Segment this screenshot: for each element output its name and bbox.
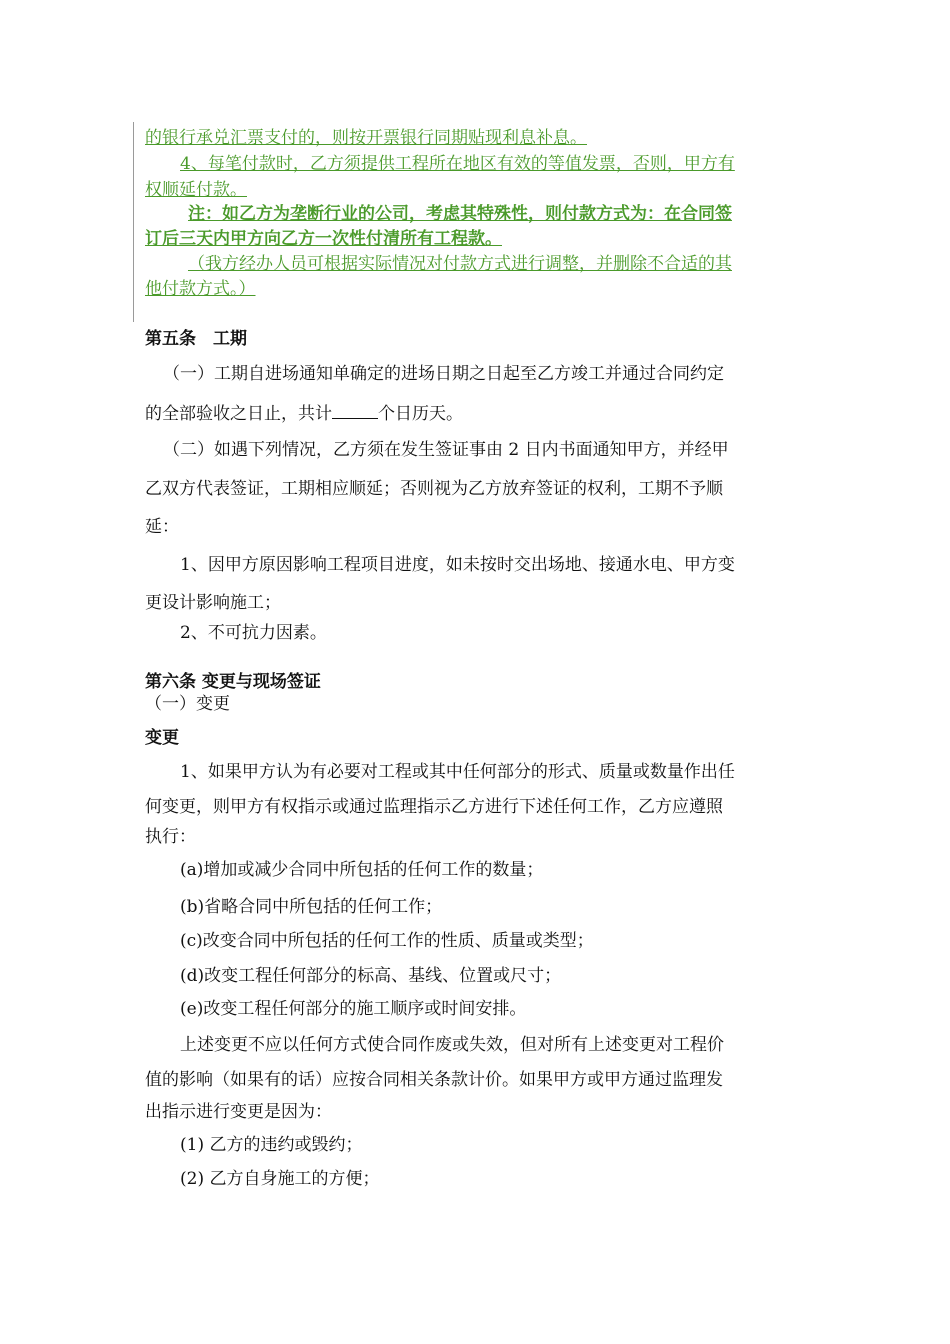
subsection: （一）变更 xyxy=(145,694,230,714)
list-item: 2、不可抗力因素。 xyxy=(180,623,327,643)
revision-line: 权顺延付款。 xyxy=(145,180,247,200)
adjust-note: （我方经办人员可根据实际情况对付款方式进行调整，并删除不合适的其 xyxy=(188,254,732,274)
article6-title: 第六条 变更与现场签证 xyxy=(145,672,321,692)
revision-line: 的银行承兑汇票支付的，则按开票银行同期贴现利息补息。 xyxy=(145,128,587,148)
list-item: 1、因甲方原因影响工程项目进度，如未按时交出场地、接通水电、甲方变 xyxy=(180,555,735,575)
payment-note: 注：如乙方为垄断行业的公司，考虑其特殊性，则付款方式为：在合同签 xyxy=(188,204,732,224)
list-item: (2) 乙方自身施工的方便； xyxy=(180,1169,380,1189)
paragraph xyxy=(145,400,810,426)
list-item: (d)改变工程任何部分的标高、基线、位置或尺寸； xyxy=(180,966,562,986)
adjust-note: 他付款方式。） xyxy=(145,279,256,299)
article5-title: 第五条 工期 xyxy=(145,329,247,349)
paragraph: 上述变更不应以任何方式使合同作废或失效，但对所有上述变更对工程价 xyxy=(180,1035,724,1055)
paragraph: 1、如果甲方认为有必要对工程或其中任何部分的形式、质量或数量作出任 xyxy=(180,762,735,782)
text-run: 个日历天。 xyxy=(378,404,463,424)
revision-line: 4、每笔付款时，乙方须提供工程所在地区有效的等值发票，否则，甲方有 xyxy=(180,154,735,174)
subheading: 变更 xyxy=(145,728,179,748)
revision-bar xyxy=(133,122,134,322)
list-item: (e)改变工程任何部分的施工顺序或时间安排。 xyxy=(180,999,527,1019)
payment-note: 订后三天内甲方向乙方一次性付清所有工程款。 xyxy=(145,229,502,249)
list-item: (c)改变合同中所包括的任何工作的性质、质量或类型； xyxy=(180,931,594,951)
text-run: 的全部验收之日止，共计 xyxy=(145,404,332,424)
list-item: 更设计影响施工； xyxy=(145,593,281,613)
list-item: (b)省略合同中所包括的任何工作； xyxy=(180,897,443,917)
paragraph: （一）工期自进场通知单确定的进场日期之日起至乙方竣工并通过合同约定 xyxy=(163,364,724,384)
paragraph: 何变更，则甲方有权指示或通过监理指示乙方进行下述任何工作，乙方应遵照 xyxy=(145,797,723,817)
paragraph: 执行： xyxy=(145,827,196,847)
list-item: (a)增加或减少合同中所包括的任何工作的数量； xyxy=(180,860,544,880)
list-item: (1) 乙方的违约或毁约； xyxy=(180,1135,363,1155)
paragraph: 值的影响（如果有的话）应按合同相关条款计价。如果甲方或甲方通过监理发 xyxy=(145,1070,723,1090)
paragraph: 延： xyxy=(145,517,179,537)
paragraph: 乙双方代表签证，工期相应顺延；否则视为乙方放弃签证的权利，工期不予顺 xyxy=(145,479,723,499)
blank-days xyxy=(332,400,378,419)
paragraph: 出指示进行变更是因为： xyxy=(145,1102,332,1122)
paragraph: （二）如遇下列情况，乙方须在发生签证事由 2 日内书面通知甲方，并经甲 xyxy=(163,440,729,460)
